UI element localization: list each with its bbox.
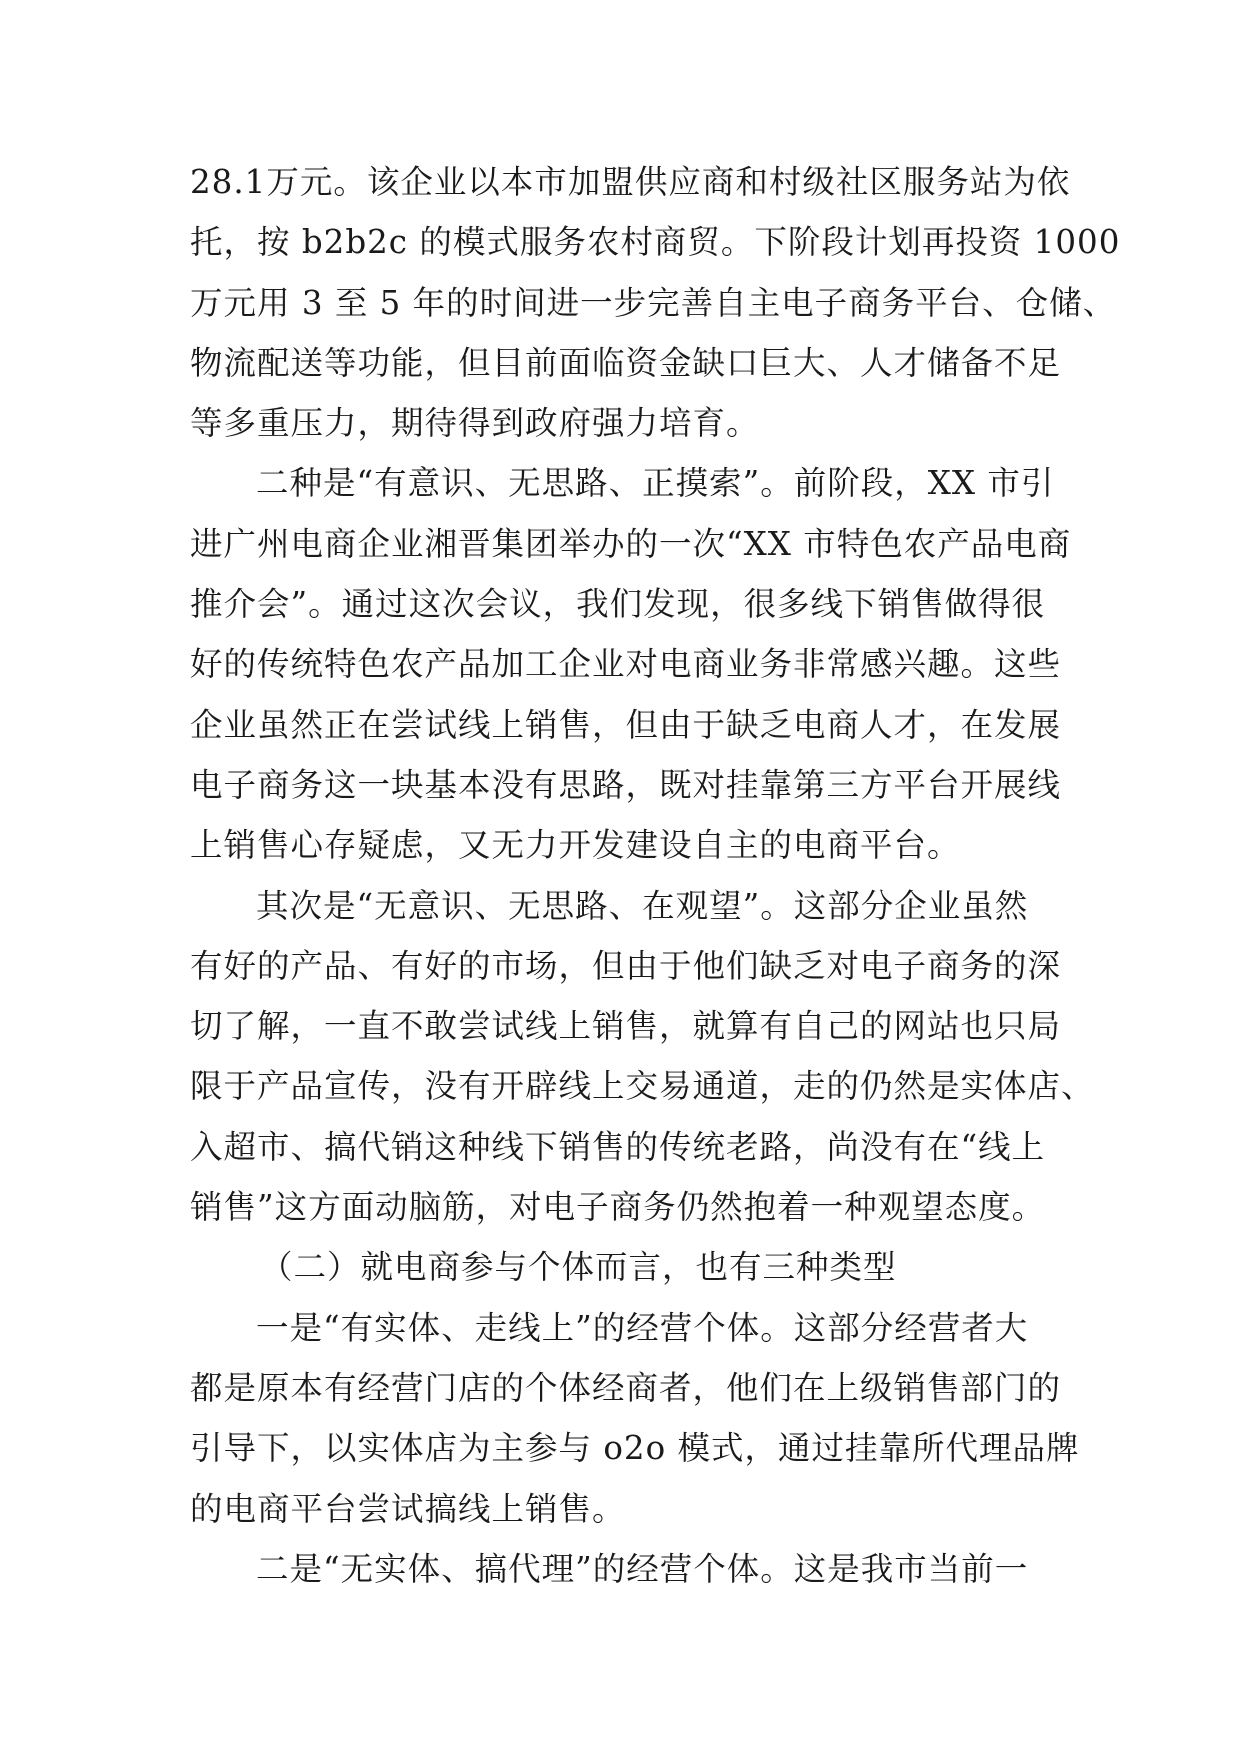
text-line: 托，按 b2b2c 的模式服务农村商贸。下阶段计划再投资 1000 xyxy=(190,223,1121,262)
paragraph-start-line: 一是“有实体、走线上”的经营个体。这部分经营者大 xyxy=(256,1308,1029,1347)
text-line: 企业虽然正在尝试线上销售，但由于缺乏电商人才，在发展 xyxy=(190,705,1062,744)
text-line: 入超市、搞代销这种线下销售的传统老路，尚没有在“线上 xyxy=(190,1127,1046,1166)
paragraph-start-line: 二种是“有意识、无思路、正摸索”。前阶段，XX 市引 xyxy=(256,464,1055,503)
text-line: 有好的产品、有好的市场，但由于他们缺乏对电子商务的深 xyxy=(190,946,1062,985)
text-line: 进广州电商企业湘晋集团举办的一次“XX 市特色农产品电商 xyxy=(190,524,1072,563)
paragraph-start-line: 二是“无实体、搞代理”的经营个体。这是我市当前一 xyxy=(256,1549,1029,1588)
body-text xyxy=(190,152,1121,1599)
text-line: 上销售心存疑虑，又无力开发建设自主的电商平台。 xyxy=(190,826,961,865)
text-line: 切了解，一直不敢尝试线上销售，就算有自己的网站也只局 xyxy=(190,1007,1062,1046)
text-line: 等多重压力，期待得到政府强力培育。 xyxy=(190,404,760,443)
text-line: 好的传统特色农产品加工企业对电商业务非常感兴趣。这些 xyxy=(190,645,1062,684)
text-line: 电子商务这一块基本没有思路，既对挂靠第三方平台开展线 xyxy=(190,765,1062,804)
text-line: 推介会”。通过这次会议，我们发现，很多线下销售做得很 xyxy=(190,585,1046,624)
text-line: 28.1万元。该企业以本市加盟供应商和村级社区服务站为依 xyxy=(190,163,1071,201)
paragraph-start-line: 其次是“无意识、无思路、在观望”。这部分企业虽然 xyxy=(256,886,1029,925)
section-heading: （二）就电商参与个体而言，也有三种类型 xyxy=(260,1248,897,1287)
text-line: 物流配送等功能，但目前面临资金缺口巨大、人才储备不足 xyxy=(190,343,1062,382)
text-line: 万元用 3 至 5 年的时间进一步完善自主电子商务平台、仓储、 xyxy=(190,283,1117,322)
text-line: 都是原本有经营门店的个体经商者，他们在上级销售部门的 xyxy=(190,1368,1062,1407)
text-line: 限于产品宣传，没有开辟线上交易通道，走的仍然是实体店、 xyxy=(190,1067,1095,1106)
text-line: 引导下，以实体店为主参与 o2o 模式，通过挂靠所代理品牌 xyxy=(190,1429,1080,1468)
text-line: 销售”这方面动脑筋，对电子商务仍然抱着一种观望态度。 xyxy=(190,1188,1046,1227)
text-line: 的电商平台尝试搞线上销售。 xyxy=(190,1489,626,1528)
